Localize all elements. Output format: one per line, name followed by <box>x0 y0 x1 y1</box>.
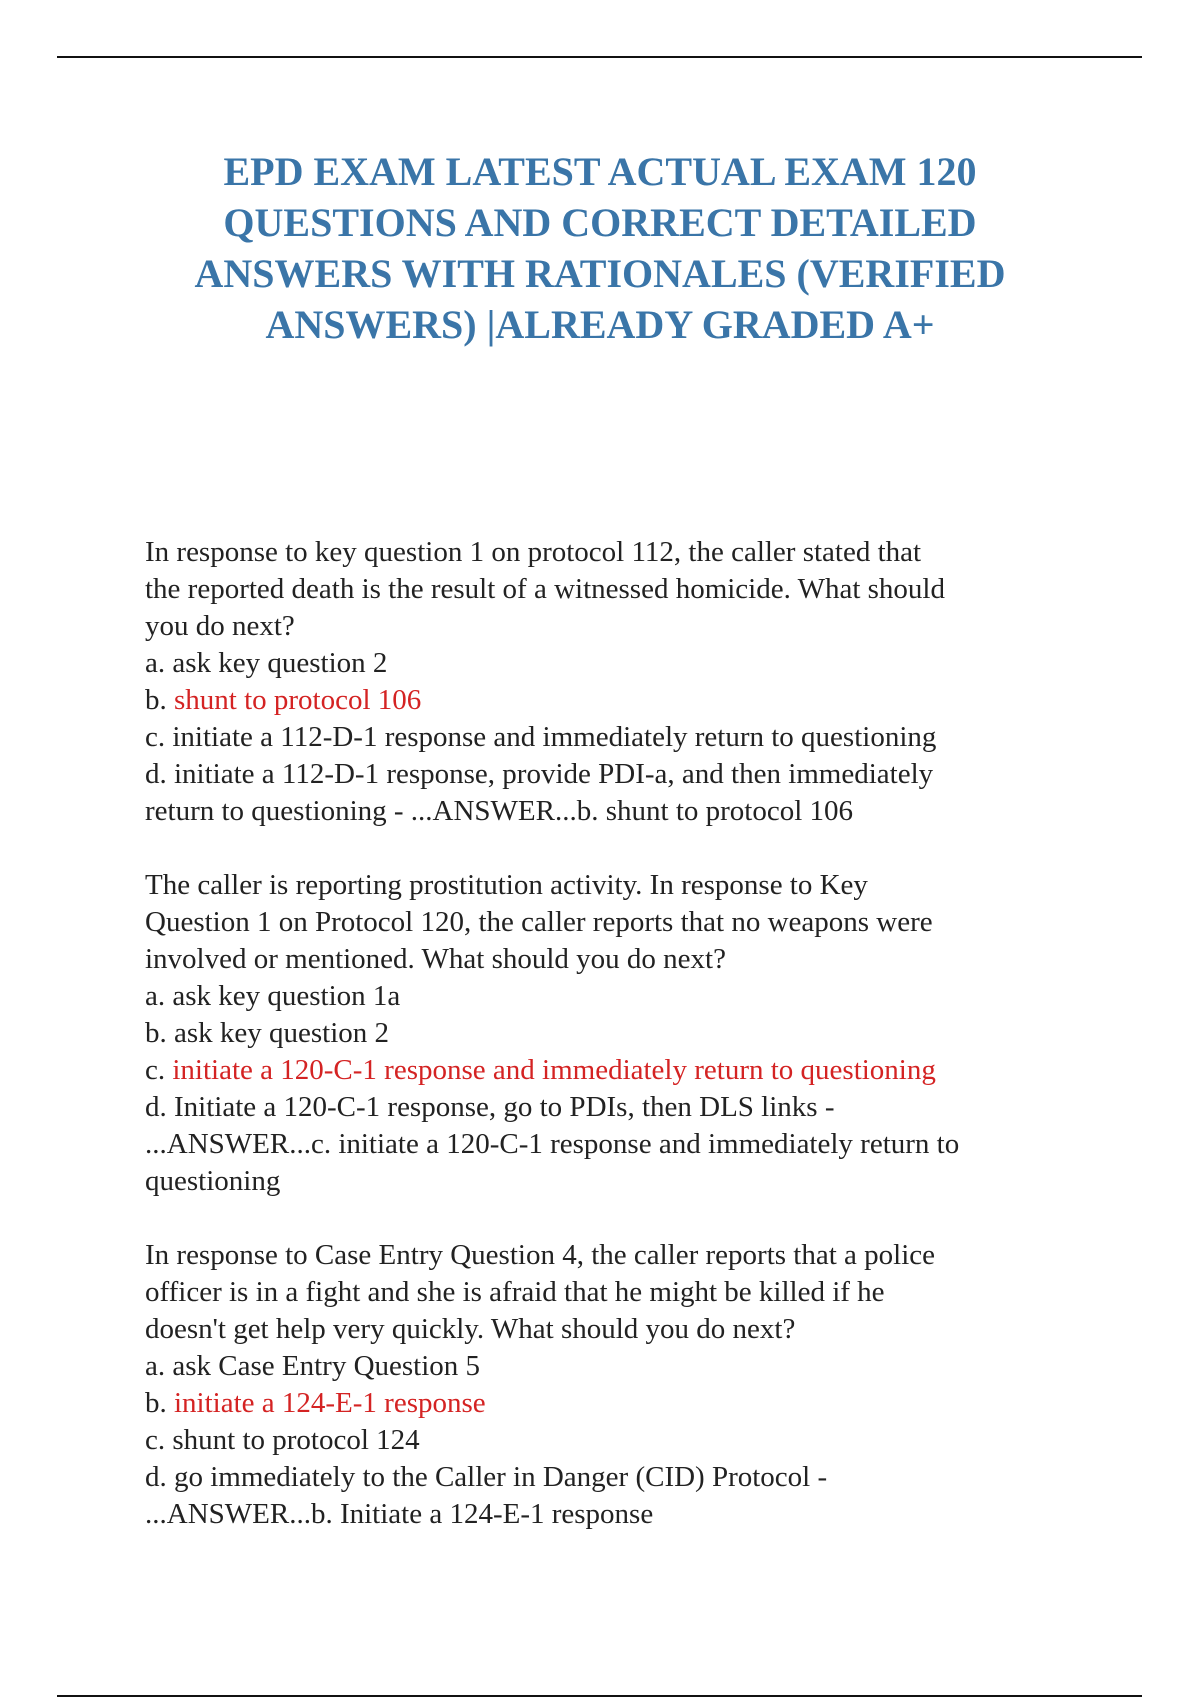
option-c: c. shunt to protocol 124 <box>145 1424 420 1456</box>
option-b <box>145 1385 1075 1422</box>
option-d: d. Initiate a 120-C-1 response, go to PDIs, then DLS links - <box>145 1091 835 1123</box>
question-block-3 <box>145 1237 1075 1533</box>
question-text-line: doesn't get help very quickly. What should you do next? <box>145 1313 796 1345</box>
bottom-divider <box>57 1695 1142 1697</box>
question-text-line: the reported death is the result of a witnessed homicide. What should <box>145 573 945 605</box>
highlighted-answer: initiate a 120-C-1 response and immediately return to questioning <box>172 1054 936 1086</box>
question-text-line: Question 1 on Protocol 120, the caller reports that no weapons were <box>145 906 933 938</box>
question-text-line: In response to Case Entry Question 4, the caller reports that a police <box>145 1239 936 1271</box>
answer-line: return to questioning - ...ANSWER...b. shunt to protocol 106 <box>145 795 854 827</box>
answer-line: ...ANSWER...b. Initiate a 124-E-1 response <box>145 1498 654 1530</box>
option-d: d. go immediately to the Caller in Danger (CID) Protocol - <box>145 1461 828 1493</box>
question-block-1 <box>145 534 1075 830</box>
title-line: ANSWERS) |ALREADY GRADED A+ <box>265 302 935 347</box>
question-text-line: you do next? <box>145 610 295 642</box>
question-text-line: officer is in a fight and she is afraid that he might be killed if he <box>145 1276 885 1308</box>
option-d: d. initiate a 112-D-1 response, provide PDI-a, and then immediately <box>145 758 934 790</box>
option-c: c. initiate a 112-D-1 response and immediately return to questioning <box>145 721 937 753</box>
question-block-2 <box>145 867 1075 1200</box>
highlighted-answer: shunt to protocol 106 <box>174 684 422 716</box>
title-line: EPD EXAM LATEST ACTUAL EXAM 120 <box>223 149 977 194</box>
top-divider <box>57 56 1142 58</box>
option-prefix: c. <box>145 1054 173 1086</box>
answer-line: questioning <box>145 1165 281 1197</box>
question-text-line: In response to key question 1 on protocol 112, the caller stated that <box>145 536 922 568</box>
answer-line: ...ANSWER...c. initiate a 120-C-1 response and immediately return to <box>145 1128 960 1160</box>
question-text-line: involved or mentioned. What should you do next? <box>145 943 726 975</box>
option-b: b. ask key question 2 <box>145 1017 390 1049</box>
option-prefix: b. <box>145 1387 174 1419</box>
question-text-line: The caller is reporting prostitution activity. In response to Key <box>145 869 868 901</box>
document-title <box>110 146 1090 350</box>
option-a: a. ask key question 2 <box>145 647 388 679</box>
option-b <box>145 682 1075 719</box>
title-line: ANSWERS WITH RATIONALES (VERIFIED <box>194 251 1006 296</box>
title-line: QUESTIONS AND CORRECT DETAILED <box>223 200 977 245</box>
highlighted-answer: initiate a 124-E-1 response <box>174 1387 486 1419</box>
option-prefix: b. <box>145 684 174 716</box>
option-c <box>145 1052 1075 1089</box>
option-a: a. ask Case Entry Question 5 <box>145 1350 481 1382</box>
questions-list <box>145 534 1075 1570</box>
option-a: a. ask key question 1a <box>145 980 401 1012</box>
